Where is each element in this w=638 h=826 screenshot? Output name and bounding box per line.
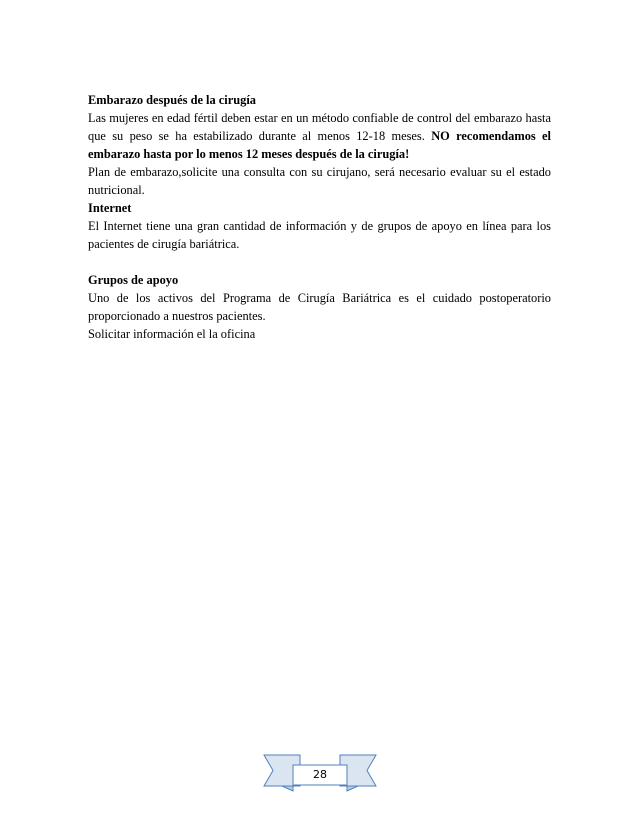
support-groups-request-text: Solicitar información el la oficina: [88, 327, 256, 341]
page-number-ribbon: [240, 752, 400, 792]
section-heading-pregnancy: Embarazo después de la cirugía: [88, 93, 256, 107]
support-groups-body-text: Uno de los activos del Programa de Cirugía Bariátrica es el cuidado postoperatorio proporcionado a nuestros pacientes.: [88, 291, 551, 323]
page-number: 28: [313, 768, 327, 781]
page-content: [88, 91, 551, 343]
pregnancy-plan-text: Plan de embarazo,solicite una consulta con su cirujano, será necesario evaluar su el estado nutricional.: [88, 165, 551, 197]
section-heading-support-groups: Grupos de apoyo: [88, 273, 179, 287]
spacer: [88, 253, 551, 271]
pregnancy-paragraph: [88, 109, 551, 163]
pregnancy-body-text: Las mujeres en edad fértil deben estar en un método confiable de control del embarazo hasta que su peso se ha estabilizado durante al menos 12-18 meses.: [88, 111, 551, 143]
section-heading-internet: Internet: [88, 201, 132, 215]
ribbon-left-fold: [282, 786, 293, 791]
ribbon-right-fold: [347, 786, 358, 791]
pregnancy-body-bold: NO recomendamos el embarazo hasta por lo menos 12 meses después de la cirugía!: [88, 129, 551, 161]
internet-body-text: El Internet tiene una gran cantidad de información y de grupos de apoyo en línea para los pacientes de cirugía bariátrica.: [88, 219, 551, 251]
